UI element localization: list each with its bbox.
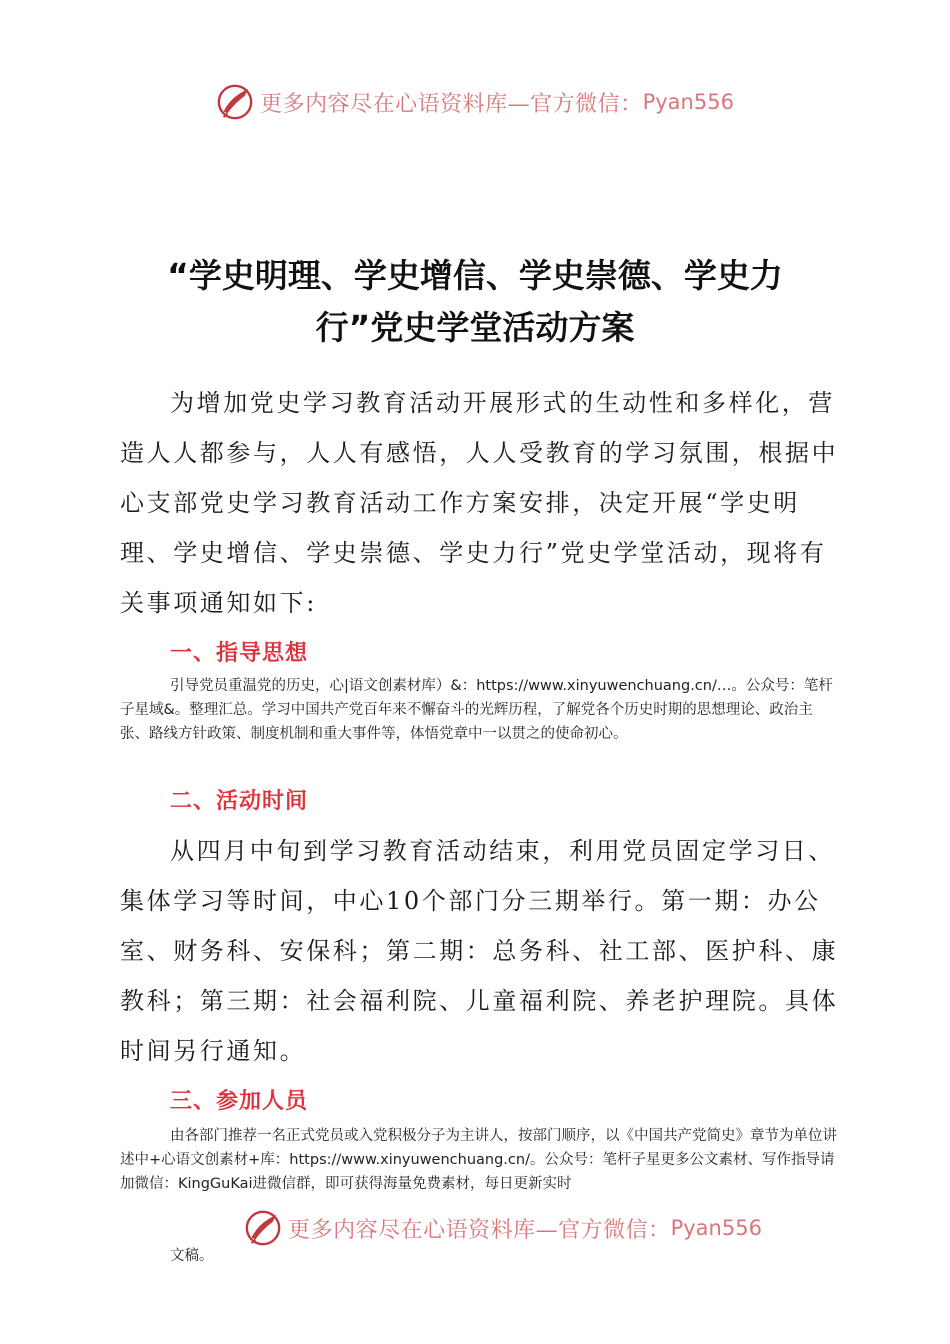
pen-logo-icon [216,83,254,121]
section-body-activity-time: 从四月中旬到学习教育活动结束，利用党员固定学习日、集体学习等时间，中心10个部门分三期举行。第一期：办公室、财务科、安保科；第二期：总务科、社工部、医护科、康教科；第三期：社会福利院、儿童福利院、养老护理院。具体时间另行通知。 [120,837,839,1065]
title-line-1: “学史明理、学史增信、学史崇德、学史力 [167,256,783,295]
watermark-wechat-id: Pyan556 [670,1216,762,1240]
watermark-wechat-id: Pyan556 [642,90,734,114]
pen-logo-icon [244,1209,282,1247]
section-heading-participants: 三、参加人员 [170,1089,309,1114]
section-heading-guiding-ideology: 一、指导思想 [170,641,309,666]
section-heading-activity-time: 二、活动时间 [170,789,309,814]
section-body-guiding-ideology: 引导党员重温党的历史，心|语文创素材库）&：https://www.xinyuwenchuang.cn/…。公众号：笔杆子星域&。整理汇总。学习中国共产党百年来不懈奋斗的光辉历程，了解党各个历史时期的思想理论、政治主张、路线方针政策、制度机制和重大事件等，体悟党章中一以贯之的使命初心。 [120,678,833,742]
watermark-text: 更多内容尽在心语资料库—官方微信： [288,1217,671,1243]
watermark-banner-bottom [28,1208,950,1248]
watermark-text: 更多内容尽在心语资料库—官方微信： [260,91,643,117]
section-body-tail: 文稿。 [170,1248,214,1264]
title-line-2: 行”党史学堂活动方案 [315,308,635,347]
intro-paragraph: 为增加党史学习教育活动开展形式的生动性和多样化，营造人人都参与，人人有感悟，人人受教育的学习氛围，根据中心支部党史学习教育活动工作方案安排，决定开展“学史明理、学史增信、学史崇德、学史力行”党史学堂活动，现将有关事项通知如下: [120,389,839,617]
document-title [90,250,860,354]
section-body-participants: 由各部门推荐一名正式党员或入党积极分子为主讲人，按部门顺序，以《中国共产党简史》章节为单位讲述中+心语文创素材+库：https://www.xinyuwenchuang.cn/。公众号：笔杆子星更多公文素材、写作指导请加微信：KingGuKai进微信群，即可获得海量免费素材，每日更新实时 [120,1128,837,1192]
watermark-banner-top [0,82,950,122]
